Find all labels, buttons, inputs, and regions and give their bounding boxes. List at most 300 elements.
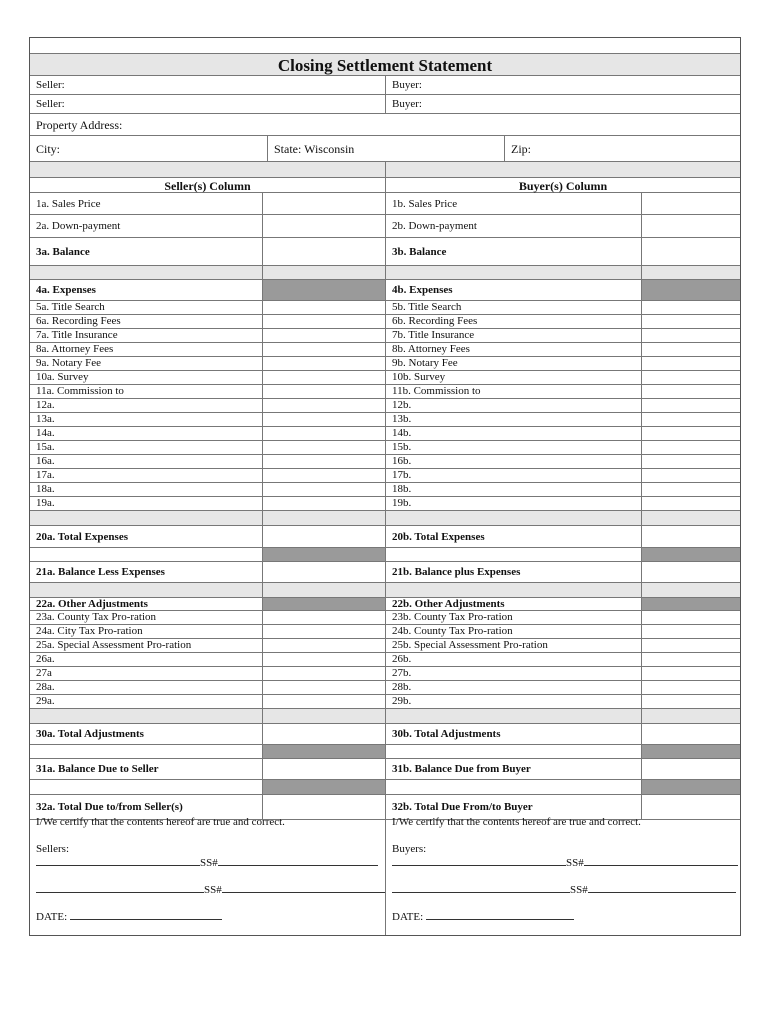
seller-label-cell	[30, 315, 262, 328]
seller-signature-2[interactable]	[36, 883, 386, 896]
buyer-line-label: 6b. Recording Fees	[392, 315, 478, 327]
seller-line-label: 26a.	[36, 653, 55, 665]
buyer-line-label: 23b. County Tax Pro-ration	[392, 611, 513, 623]
balance-due-row	[30, 759, 740, 780]
seller-line-label: 21a. Balance Less Expenses	[36, 566, 165, 578]
buyer-line-label: 28b.	[392, 681, 412, 693]
buyer-label-cell	[385, 266, 641, 279]
property-address-label: Property Address:	[36, 118, 123, 132]
buyer-amount-cell[interactable]	[641, 238, 740, 265]
buyer-label-cell	[385, 469, 641, 482]
buyer-label-cell	[385, 681, 641, 694]
expense-item-row	[30, 357, 740, 371]
seller-column-header	[30, 178, 385, 192]
buyer-amount-cell[interactable]	[641, 562, 740, 582]
buyer-amount-cell[interactable]	[641, 667, 740, 680]
spacer-row	[30, 709, 740, 724]
buyer-line-label: 31b. Balance Due from Buyer	[392, 763, 531, 775]
buyer-label-cell	[385, 611, 641, 624]
buyer-label-cell	[385, 639, 641, 652]
seller-label-cell	[30, 497, 262, 510]
seller-line-label: 3a. Balance	[36, 245, 90, 258]
buyer-certification	[385, 814, 740, 935]
buyer-line-label: 5b. Title Search	[392, 301, 462, 313]
seller-amount-cell[interactable]	[262, 709, 385, 723]
buyer-line-label: 4b. Expenses	[392, 284, 453, 296]
adjustment-item-row	[30, 695, 740, 709]
seller-label-cell	[30, 745, 262, 758]
seller-line-label: 11a. Commission to	[36, 385, 124, 397]
seller-line-label: 1a. Sales Price	[36, 197, 101, 210]
buyer-field-1: Buyer:	[392, 79, 422, 91]
title-row	[30, 54, 740, 76]
balance-less-expenses-row	[30, 562, 740, 583]
expenses-header-row	[30, 280, 740, 301]
buyer-label-cell	[385, 526, 641, 547]
buyer-amount-cell[interactable]	[641, 343, 740, 356]
seller-label-cell	[30, 562, 262, 582]
seller-amount-cell[interactable]	[262, 427, 385, 440]
buyer-amount-cell[interactable]	[641, 583, 740, 597]
buyer-label-cell	[385, 280, 641, 300]
buyer-amount-cell[interactable]	[641, 511, 740, 525]
buyer-signature-2[interactable]	[392, 883, 736, 896]
seller-amount-cell[interactable]	[262, 625, 385, 638]
seller-label-cell	[30, 548, 262, 561]
adjustment-item-row	[30, 611, 740, 625]
buyer-signature-1[interactable]	[392, 856, 738, 869]
seller-amount-cell[interactable]	[262, 413, 385, 426]
seller-line-label: 27a	[36, 667, 52, 679]
buyer-label-cell	[385, 483, 641, 496]
expense-item-row	[30, 441, 740, 455]
buyer-amount-cell[interactable]	[641, 427, 740, 440]
buyer-label-cell	[385, 695, 641, 708]
seller-line-label: 22a. Other Adjustments	[36, 598, 148, 610]
buyer-label-cell	[385, 441, 641, 454]
seller-label-cell	[30, 695, 262, 708]
buyer-amount-cell[interactable]	[641, 266, 740, 279]
seller-line-label: 31a. Balance Due to Seller	[36, 763, 159, 775]
buyer-label-cell	[385, 238, 641, 265]
expense-item-row	[30, 343, 740, 357]
buyer-label-cell	[385, 399, 641, 412]
balance-row	[30, 238, 740, 266]
seller-line-label: 16a.	[36, 455, 55, 467]
adjustment-item-row	[30, 681, 740, 695]
buyer-amount-cell[interactable]	[641, 385, 740, 398]
expense-item-row	[30, 483, 740, 497]
seller-line-label: 29a.	[36, 695, 55, 707]
buyer-label-cell	[385, 329, 641, 342]
seller-label-cell	[30, 780, 262, 794]
buyer-date[interactable]	[392, 910, 574, 923]
seller-column-title: Seller(s) Column	[164, 179, 251, 193]
seller-label-cell	[30, 583, 262, 597]
buyer-amount-cell	[641, 280, 740, 300]
seller-amount-cell[interactable]	[262, 455, 385, 468]
buyer-cell-1[interactable]	[385, 76, 740, 94]
seller-label-cell	[30, 667, 262, 680]
expense-item-row	[30, 455, 740, 469]
buyer-amount-cell[interactable]	[641, 526, 740, 547]
buyer-label-cell	[385, 625, 641, 638]
buyer-label-cell	[385, 385, 641, 398]
seller-amount-cell[interactable]	[262, 357, 385, 370]
seller-amount-cell[interactable]	[262, 193, 385, 214]
buyer-label-cell	[385, 193, 641, 214]
seller-amount-cell[interactable]	[262, 667, 385, 680]
buyer-label-cell	[385, 371, 641, 384]
seller-amount-cell[interactable]	[262, 371, 385, 384]
seller-amount-cell[interactable]	[262, 497, 385, 510]
buyer-amount-cell[interactable]	[641, 469, 740, 482]
buyer-line-label: 19b.	[392, 497, 412, 509]
buyer-amount-cell[interactable]	[641, 441, 740, 454]
buyer-amount-cell[interactable]	[641, 483, 740, 496]
state-label: State: Wisconsin	[274, 142, 355, 156]
seller-field-1[interactable]: Seller:	[36, 79, 65, 91]
seller-label-cell	[30, 681, 262, 694]
buyer-line-label: 30b. Total Adjustments	[392, 728, 501, 740]
buyer-amount-cell[interactable]	[641, 681, 740, 694]
seller-amount-cell[interactable]	[262, 583, 385, 597]
seller-amount-cell[interactable]	[262, 562, 385, 582]
property-address-row[interactable]	[30, 114, 740, 136]
buyer-amount-cell[interactable]	[641, 759, 740, 779]
adjustment-item-row	[30, 639, 740, 653]
spacer-row	[30, 583, 740, 598]
adjustment-item-row	[30, 625, 740, 639]
buyer-amount-cell[interactable]	[641, 724, 740, 744]
expense-item-row	[30, 427, 740, 441]
seller-line-label: 15a.	[36, 441, 55, 453]
buyer-line-label: 11b. Commission to	[392, 385, 481, 397]
buyer-line-label: 1b. Sales Price	[392, 197, 458, 210]
seller-line-label: 25a. Special Assessment Pro-ration	[36, 639, 192, 651]
seller-line-label: 28a.	[36, 681, 55, 693]
seller-line-label: 7a. Title Insurance	[36, 329, 118, 341]
buyer-amount-cell	[641, 780, 740, 794]
buyer-label-cell	[385, 583, 641, 597]
buyer-line-label: 29b.	[392, 695, 412, 707]
seller-amount-cell[interactable]	[262, 329, 385, 342]
buyer-column-title: Buyer(s) Column	[518, 179, 608, 193]
seller-label-cell	[30, 215, 262, 237]
buyers-label: Buyers:	[392, 843, 427, 855]
down-payment-row	[30, 215, 740, 238]
buyer-label-cell	[385, 667, 641, 680]
expense-item-row	[30, 301, 740, 315]
seller-amount-cell	[262, 780, 385, 794]
seller-label-cell	[30, 441, 262, 454]
seller-label-cell	[30, 301, 262, 314]
spacer-row	[30, 780, 740, 795]
seller-signature-1[interactable]	[36, 856, 378, 869]
seller-amount-cell[interactable]	[262, 483, 385, 496]
seller-amount-cell[interactable]	[262, 469, 385, 482]
adjustments-header-row	[30, 598, 740, 611]
seller-amount-cell[interactable]	[262, 215, 385, 237]
seller-label-cell	[30, 611, 262, 624]
seller-label-cell	[30, 343, 262, 356]
expense-item-row	[30, 399, 740, 413]
seller-line-label: 6a. Recording Fees	[36, 315, 121, 327]
seller-amount-cell[interactable]	[262, 385, 385, 398]
buyer-cell-2[interactable]	[385, 95, 740, 113]
buyer-amount-cell[interactable]	[641, 357, 740, 370]
seller-line-label: 24a. City Tax Pro-ration	[36, 625, 143, 637]
buyer-line-label: 17b.	[392, 469, 412, 481]
seller-label-cell	[30, 238, 262, 265]
city-label[interactable]: City:	[36, 142, 61, 156]
buyer-label-cell	[385, 562, 641, 582]
seller-line-label: 32a. Total Due to/from Seller(s)	[36, 801, 183, 813]
buyer-amount-cell	[641, 548, 740, 561]
buyer-label-cell	[385, 780, 641, 794]
buyer-amount-cell[interactable]	[641, 399, 740, 412]
buyer-label-cell	[385, 598, 641, 610]
seller-line-label: 5a. Title Search	[36, 301, 105, 313]
seller-label-cell	[30, 329, 262, 342]
buyer-certify-text: I/We certify that the contents hereof are true and correct.	[392, 816, 641, 828]
buyer-line-label: 18b.	[392, 483, 412, 495]
seller-label-cell	[30, 357, 262, 370]
expense-item-row	[30, 315, 740, 329]
seller-amount-cell[interactable]	[262, 301, 385, 314]
buyer-label-cell	[385, 745, 641, 758]
seller-amount-cell[interactable]	[262, 653, 385, 666]
buyer-amount-cell[interactable]	[641, 371, 740, 384]
seller-line-label: 17a.	[36, 469, 55, 481]
buyer-label-cell	[385, 413, 641, 426]
buyer-line-label: 14b.	[392, 427, 412, 439]
buyer-line-label: 8b. Attorney Fees	[392, 343, 470, 355]
buyer-amount-cell[interactable]	[641, 315, 740, 328]
buyer-column-header	[385, 178, 740, 192]
buyer-label-cell	[385, 343, 641, 356]
form-title: Closing Settlement Statement	[277, 56, 493, 75]
seller-buyer-row-1	[30, 76, 740, 95]
seller-amount-cell[interactable]	[262, 343, 385, 356]
buyer-amount-cell[interactable]	[641, 639, 740, 652]
seller-amount-cell[interactable]	[262, 695, 385, 708]
ss-label: SS#	[200, 857, 218, 869]
buyer-line-label: 20b. Total Expenses	[392, 530, 485, 543]
certification-section	[30, 814, 740, 935]
expense-item-row	[30, 469, 740, 483]
seller-label-cell	[30, 759, 262, 779]
seller-label-cell	[30, 511, 262, 525]
seller-certification	[30, 814, 385, 935]
ss-label: SS#	[566, 857, 584, 869]
spacer-row	[30, 511, 740, 526]
seller-amount-cell	[262, 745, 385, 758]
buyer-label-cell	[385, 455, 641, 468]
buyer-amount-cell[interactable]	[641, 611, 740, 624]
seller-label-cell	[30, 625, 262, 638]
seller-label-cell	[30, 413, 262, 426]
blank-top-row	[30, 38, 740, 54]
buyer-line-label: 21b. Balance plus Expenses	[392, 566, 521, 578]
seller-amount-cell[interactable]	[262, 441, 385, 454]
seller-line-label: 19a.	[36, 497, 55, 509]
seller-line-label: 30a. Total Adjustments	[36, 728, 144, 740]
seller-amount-cell	[262, 280, 385, 300]
seller-line-label: 23a. County Tax Pro-ration	[36, 611, 157, 623]
adjustment-item-row	[30, 653, 740, 667]
seller-amount-cell[interactable]	[262, 759, 385, 779]
buyer-label-cell	[385, 497, 641, 510]
buyer-label-cell	[385, 724, 641, 744]
separator-divider	[385, 162, 740, 177]
buyer-line-label: 24b. County Tax Pro-ration	[392, 625, 513, 637]
seller-label-cell	[30, 455, 262, 468]
buyer-label-cell	[385, 427, 641, 440]
buyer-amount-cell[interactable]	[641, 625, 740, 638]
buyer-label-cell	[385, 315, 641, 328]
buyer-amount-cell[interactable]	[641, 193, 740, 214]
expense-item-row	[30, 497, 740, 511]
seller-line-label: 12a.	[36, 399, 55, 411]
seller-label-cell	[30, 385, 262, 398]
buyer-line-label: 7b. Title Insurance	[392, 329, 475, 341]
seller-line-label: 9a. Notary Fee	[36, 357, 102, 369]
buyer-field-2: Buyer:	[392, 98, 422, 110]
seller-label-cell	[30, 483, 262, 496]
seller-label-cell	[30, 709, 262, 723]
buyer-line-label: 16b.	[392, 455, 412, 467]
buyer-amount-cell[interactable]	[641, 455, 740, 468]
buyer-amount-cell[interactable]	[641, 653, 740, 666]
buyer-line-label: 22b. Other Adjustments	[392, 598, 505, 610]
sellers-label: Sellers:	[36, 843, 69, 855]
buyer-line-label: 12b.	[392, 399, 412, 411]
expense-item-row	[30, 329, 740, 343]
city-state-zip-row	[30, 136, 740, 162]
seller-field-2[interactable]: Seller:	[36, 98, 65, 110]
seller-label-cell	[30, 653, 262, 666]
seller-amount-cell[interactable]	[262, 611, 385, 624]
expense-item-row	[30, 371, 740, 385]
buyer-line-label: 32b. Total Due From/to Buyer	[392, 801, 533, 813]
seller-amount-cell[interactable]	[262, 399, 385, 412]
buyer-line-label: 26b.	[392, 653, 412, 665]
seller-label-cell	[30, 427, 262, 440]
buyer-line-label: 13b.	[392, 413, 412, 425]
buyer-label-cell	[385, 548, 641, 561]
spacer-row	[30, 266, 740, 280]
seller-label-cell	[30, 266, 262, 279]
seller-date[interactable]	[36, 910, 222, 923]
buyer-amount-cell[interactable]	[641, 301, 740, 314]
buyer-amount-cell[interactable]	[641, 413, 740, 426]
expense-item-row	[30, 413, 740, 427]
seller-label-cell	[30, 526, 262, 547]
seller-certify-text: I/We certify that the contents hereof are true and correct.	[36, 816, 285, 828]
buyer-amount-cell[interactable]	[641, 695, 740, 708]
seller-label-cell	[30, 371, 262, 384]
ss-label: SS#	[570, 884, 588, 896]
seller-amount-cell[interactable]	[262, 526, 385, 547]
seller-line-label: 4a. Expenses	[36, 284, 96, 296]
buyer-label-cell	[385, 709, 641, 723]
separator-row	[30, 162, 740, 178]
seller-line-label: 13a.	[36, 413, 55, 425]
buyer-amount-cell	[641, 598, 740, 610]
seller-amount-cell[interactable]	[262, 724, 385, 744]
buyer-label-cell	[385, 653, 641, 666]
buyer-line-label: 10b. Survey	[392, 371, 446, 383]
seller-amount-cell[interactable]	[262, 639, 385, 652]
seller-line-label: 14a.	[36, 427, 55, 439]
seller-label-cell	[30, 399, 262, 412]
buyer-amount-cell[interactable]	[641, 215, 740, 237]
buyer-label-cell	[385, 759, 641, 779]
seller-line-label: 10a. Survey	[36, 371, 89, 383]
sales-price-row	[30, 193, 740, 215]
buyer-line-label: 25b. Special Assessment Pro-ration	[392, 639, 548, 651]
seller-label-cell	[30, 598, 262, 610]
seller-line-label: 20a. Total Expenses	[36, 530, 128, 543]
total-expenses-row	[30, 526, 740, 548]
buyer-amount-cell	[641, 745, 740, 758]
adjustment-item-row	[30, 667, 740, 681]
settlement-form	[29, 37, 741, 936]
seller-line-label: 2a. Down-payment	[36, 220, 121, 232]
buyer-label-cell	[385, 357, 641, 370]
total-adjustments-row	[30, 724, 740, 745]
buyer-line-label: 2b. Down-payment	[392, 220, 477, 232]
seller-amount-cell[interactable]	[262, 511, 385, 525]
buyer-amount-cell[interactable]	[641, 497, 740, 510]
seller-label-cell	[30, 639, 262, 652]
state-cell[interactable]	[267, 136, 504, 161]
buyer-line-label: 3b. Balance	[392, 245, 447, 258]
spacer-row	[30, 745, 740, 759]
seller-label-cell	[30, 724, 262, 744]
seller-amount-cell	[262, 548, 385, 561]
zip-cell[interactable]	[504, 136, 740, 161]
buyer-line-label: 15b.	[392, 441, 412, 453]
seller-amount-cell[interactable]	[262, 315, 385, 328]
buyer-label-cell	[385, 511, 641, 525]
seller-label-cell	[30, 193, 262, 214]
expense-item-row	[30, 385, 740, 399]
date-label: DATE:	[36, 911, 68, 923]
buyer-line-label: 9b. Notary Fee	[392, 357, 458, 369]
seller-amount-cell[interactable]	[262, 681, 385, 694]
buyer-amount-cell[interactable]	[641, 329, 740, 342]
seller-amount-cell	[262, 598, 385, 610]
seller-line-label: 8a. Attorney Fees	[36, 343, 114, 355]
buyer-amount-cell[interactable]	[641, 709, 740, 723]
column-header-row	[30, 178, 740, 193]
date-label: DATE:	[392, 911, 424, 923]
seller-amount-cell[interactable]	[262, 266, 385, 279]
spacer-row	[30, 548, 740, 562]
zip-label: Zip:	[511, 142, 531, 156]
ss-label: SS#	[204, 884, 222, 896]
seller-line-label: 18a.	[36, 483, 55, 495]
seller-label-cell	[30, 469, 262, 482]
seller-buyer-row-2	[30, 95, 740, 114]
seller-amount-cell[interactable]	[262, 238, 385, 265]
buyer-line-label: 27b.	[392, 667, 412, 679]
seller-label-cell	[30, 280, 262, 300]
buyer-label-cell	[385, 215, 641, 237]
buyer-label-cell	[385, 301, 641, 314]
